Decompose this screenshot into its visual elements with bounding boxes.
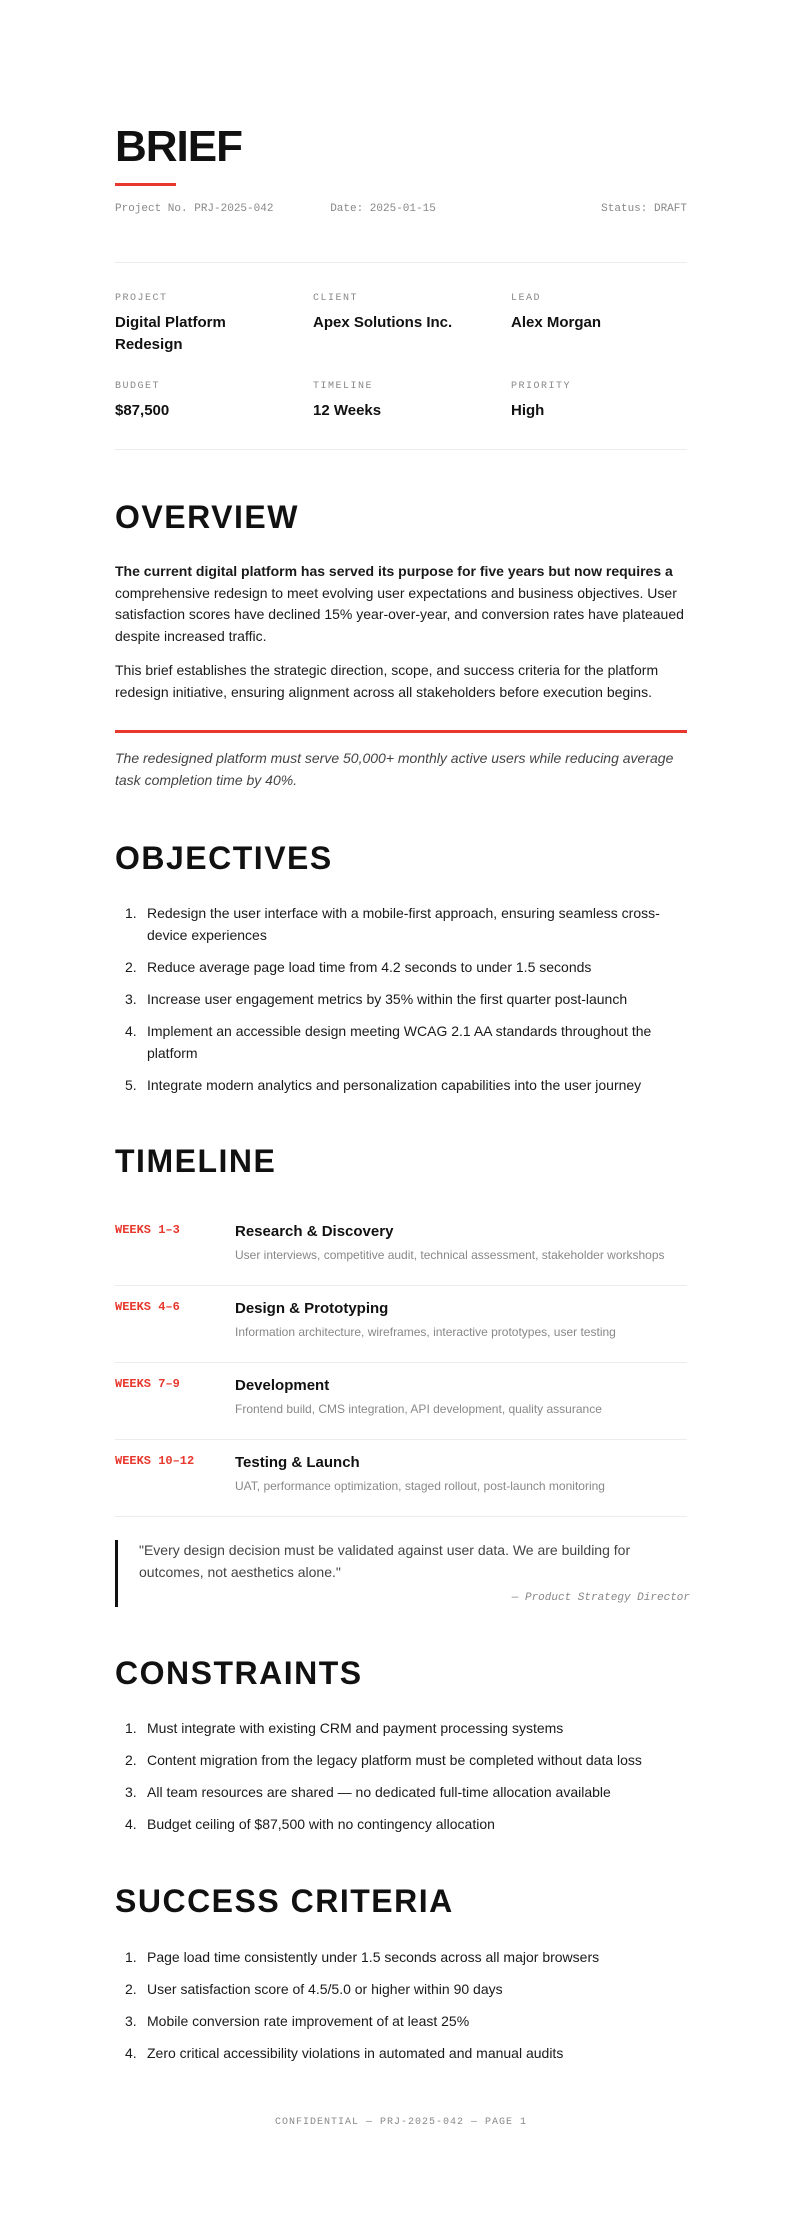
success-criteria-heading: SUCCESS CRITERIA xyxy=(115,1883,454,1919)
info-lead xyxy=(511,292,691,334)
phase-title: Design & Prototyping xyxy=(235,1300,389,1317)
list-item-text: Must integrate with existing CRM and payment processing systems xyxy=(147,1720,564,1736)
list-item-text: Implement an accessible design meeting WCAG 2.1 AA standards throughout the platform xyxy=(147,1023,652,1061)
constraints-list xyxy=(115,1718,687,1836)
list-item: 2. User satisfaction score of 4.5/5.0 or higher within 90 days xyxy=(125,1981,503,1997)
info-value: Digital Platform Redesign xyxy=(115,314,226,353)
phase-weeks: WEEKS 4–6 xyxy=(115,1300,180,1314)
list-item: 3. Mobile conversion rate improvement of at least 25% xyxy=(125,2013,470,2029)
phase-weeks: WEEKS 1–3 xyxy=(115,1223,180,1237)
list-item: 3. Increase user engagement metrics by 35% within the first quarter post-launch xyxy=(125,991,628,1007)
overview-lead-rest: comprehensive redesign to meet evolving user expectations and business objectives. User satisfaction scores have declined 15% year-over-year, and conversion rates have plateaued despite increased traffic. xyxy=(115,584,684,644)
timeline-row xyxy=(115,1286,687,1363)
info-label: BUDGET xyxy=(115,381,161,392)
phase-description: Frontend build, CMS integration, API development, quality assurance xyxy=(235,1402,602,1416)
list-item: 1. Must integrate with existing CRM and payment processing systems xyxy=(125,1720,564,1736)
list-item: 2. Reduce average page load time from 4.2 seconds to under 1.5 seconds xyxy=(125,959,592,975)
overview-callout: The redesigned platform must serve 50,000+ monthly active users while reducing average task completion time by 40%. xyxy=(115,750,674,788)
list-item-text: All team resources are shared — no dedicated full-time allocation available xyxy=(147,1784,611,1800)
callout-accent-rule xyxy=(115,730,687,733)
objectives-heading: OBJECTIVES xyxy=(115,840,333,876)
timeline-heading: TIMELINE xyxy=(115,1143,277,1179)
title-accent-bar xyxy=(115,183,176,186)
info-label: LEAD xyxy=(511,293,542,304)
constraints-heading: CONSTRAINTS xyxy=(115,1655,363,1691)
timeline-table xyxy=(115,1209,687,1517)
info-budget xyxy=(115,380,295,422)
divider xyxy=(115,262,687,263)
info-value: 12 Weeks xyxy=(313,402,382,419)
list-item: 4. Implement an accessible design meeting WCAG 2.1 AA standards throughout the platform xyxy=(125,1023,652,1061)
info-label: PRIORITY xyxy=(511,381,572,392)
info-label: CLIENT xyxy=(313,293,359,304)
meta-row xyxy=(115,203,687,217)
project-number: Project No. PRJ-2025-042 xyxy=(115,203,274,215)
phase-description: User interviews, competitive audit, technical assessment, stakeholder workshops xyxy=(235,1248,665,1262)
list-item-text: User satisfaction score of 4.5/5.0 or higher within 90 days xyxy=(147,1981,503,1997)
info-timeline xyxy=(313,380,493,422)
info-value: $87,500 xyxy=(115,402,170,419)
timeline-row xyxy=(115,1363,687,1440)
list-item-text: Mobile conversion rate improvement of at least 25% xyxy=(147,2013,470,2029)
overview-lead-bold: The current digital platform has served its purpose for five years but now requires a xyxy=(115,563,673,579)
phase-title: Research & Discovery xyxy=(235,1223,394,1240)
overview-paragraph-1 xyxy=(115,561,687,647)
phase-description: UAT, performance optimization, staged rollout, post-launch monitoring xyxy=(235,1479,605,1493)
phase-weeks: WEEKS 10–12 xyxy=(115,1454,195,1468)
list-item-text: Reduce average page load time from 4.2 seconds to under 1.5 seconds xyxy=(147,959,592,975)
list-item-text: Redesign the user interface with a mobile-first approach, ensuring seamless cross-device experiences xyxy=(147,905,660,943)
phase-weeks: WEEKS 7–9 xyxy=(115,1377,180,1391)
info-value: Apex Solutions Inc. xyxy=(313,314,453,331)
page-title: BRIEF xyxy=(115,122,242,171)
info-client xyxy=(313,292,493,334)
info-priority xyxy=(511,380,691,422)
info-project xyxy=(115,292,295,356)
info-label: TIMELINE xyxy=(313,381,374,392)
overview-heading: OVERVIEW xyxy=(115,499,299,535)
list-item: 1. Redesign the user interface with a mobile-first approach, ensuring seamless cross-device experiences xyxy=(125,905,660,943)
list-item-text: Integrate modern analytics and personalization capabilities into the user journey xyxy=(147,1077,642,1093)
list-item-text: Zero critical accessibility violations in automated and manual audits xyxy=(147,2045,564,2061)
phase-description: Information architecture, wireframes, interactive prototypes, user testing xyxy=(235,1325,616,1339)
success-criteria-list xyxy=(115,1947,687,2065)
quote-attribution: — Product Strategy Director xyxy=(511,1592,690,1604)
overview-paragraph-2: This brief establishes the strategic direction, scope, and success criteria for the platform redesign initiative, ensuring alignment across all stakeholders before execution begins. xyxy=(115,662,659,700)
timeline-row xyxy=(115,1440,687,1517)
list-item: 2. Content migration from the legacy platform must be completed without data loss xyxy=(125,1752,642,1768)
list-item-text: Increase user engagement metrics by 35% within the first quarter post-launch xyxy=(147,991,628,1007)
info-value: Alex Morgan xyxy=(511,314,602,331)
info-value: High xyxy=(511,402,545,419)
quote-text: "Every design decision must be validated against user data. We are building for outcomes, not aesthetics alone." xyxy=(139,1542,631,1580)
page-footer: CONFIDENTIAL — PRJ-2025-042 — PAGE 1 xyxy=(274,2117,528,2128)
phase-title: Development xyxy=(235,1377,330,1394)
list-item: 3. All team resources are shared — no dedicated full-time allocation available xyxy=(125,1784,611,1800)
list-item-text: Page load time consistently under 1.5 seconds across all major browsers xyxy=(147,1949,600,1965)
list-item-text: Budget ceiling of $87,500 with no contingency allocation xyxy=(147,1816,495,1832)
objectives-list xyxy=(115,903,687,1097)
document-status: Status: DRAFT xyxy=(601,203,687,215)
document-date: Date: 2025-01-15 xyxy=(330,203,436,215)
phase-title: Testing & Launch xyxy=(235,1454,360,1471)
timeline-row xyxy=(115,1209,687,1286)
divider xyxy=(115,449,687,450)
list-item-text: Content migration from the legacy platform must be completed without data loss xyxy=(147,1752,642,1768)
list-item: 1. Page load time consistently under 1.5 seconds across all major browsers xyxy=(125,1949,600,1965)
info-label: PROJECT xyxy=(115,293,168,304)
pull-quote xyxy=(115,1540,690,1607)
list-item: 5. Integrate modern analytics and personalization capabilities into the user journey xyxy=(125,1077,642,1093)
list-item: 4. Budget ceiling of $87,500 with no contingency allocation xyxy=(125,1816,495,1832)
list-item: 4. Zero critical accessibility violations in automated and manual audits xyxy=(125,2045,564,2061)
